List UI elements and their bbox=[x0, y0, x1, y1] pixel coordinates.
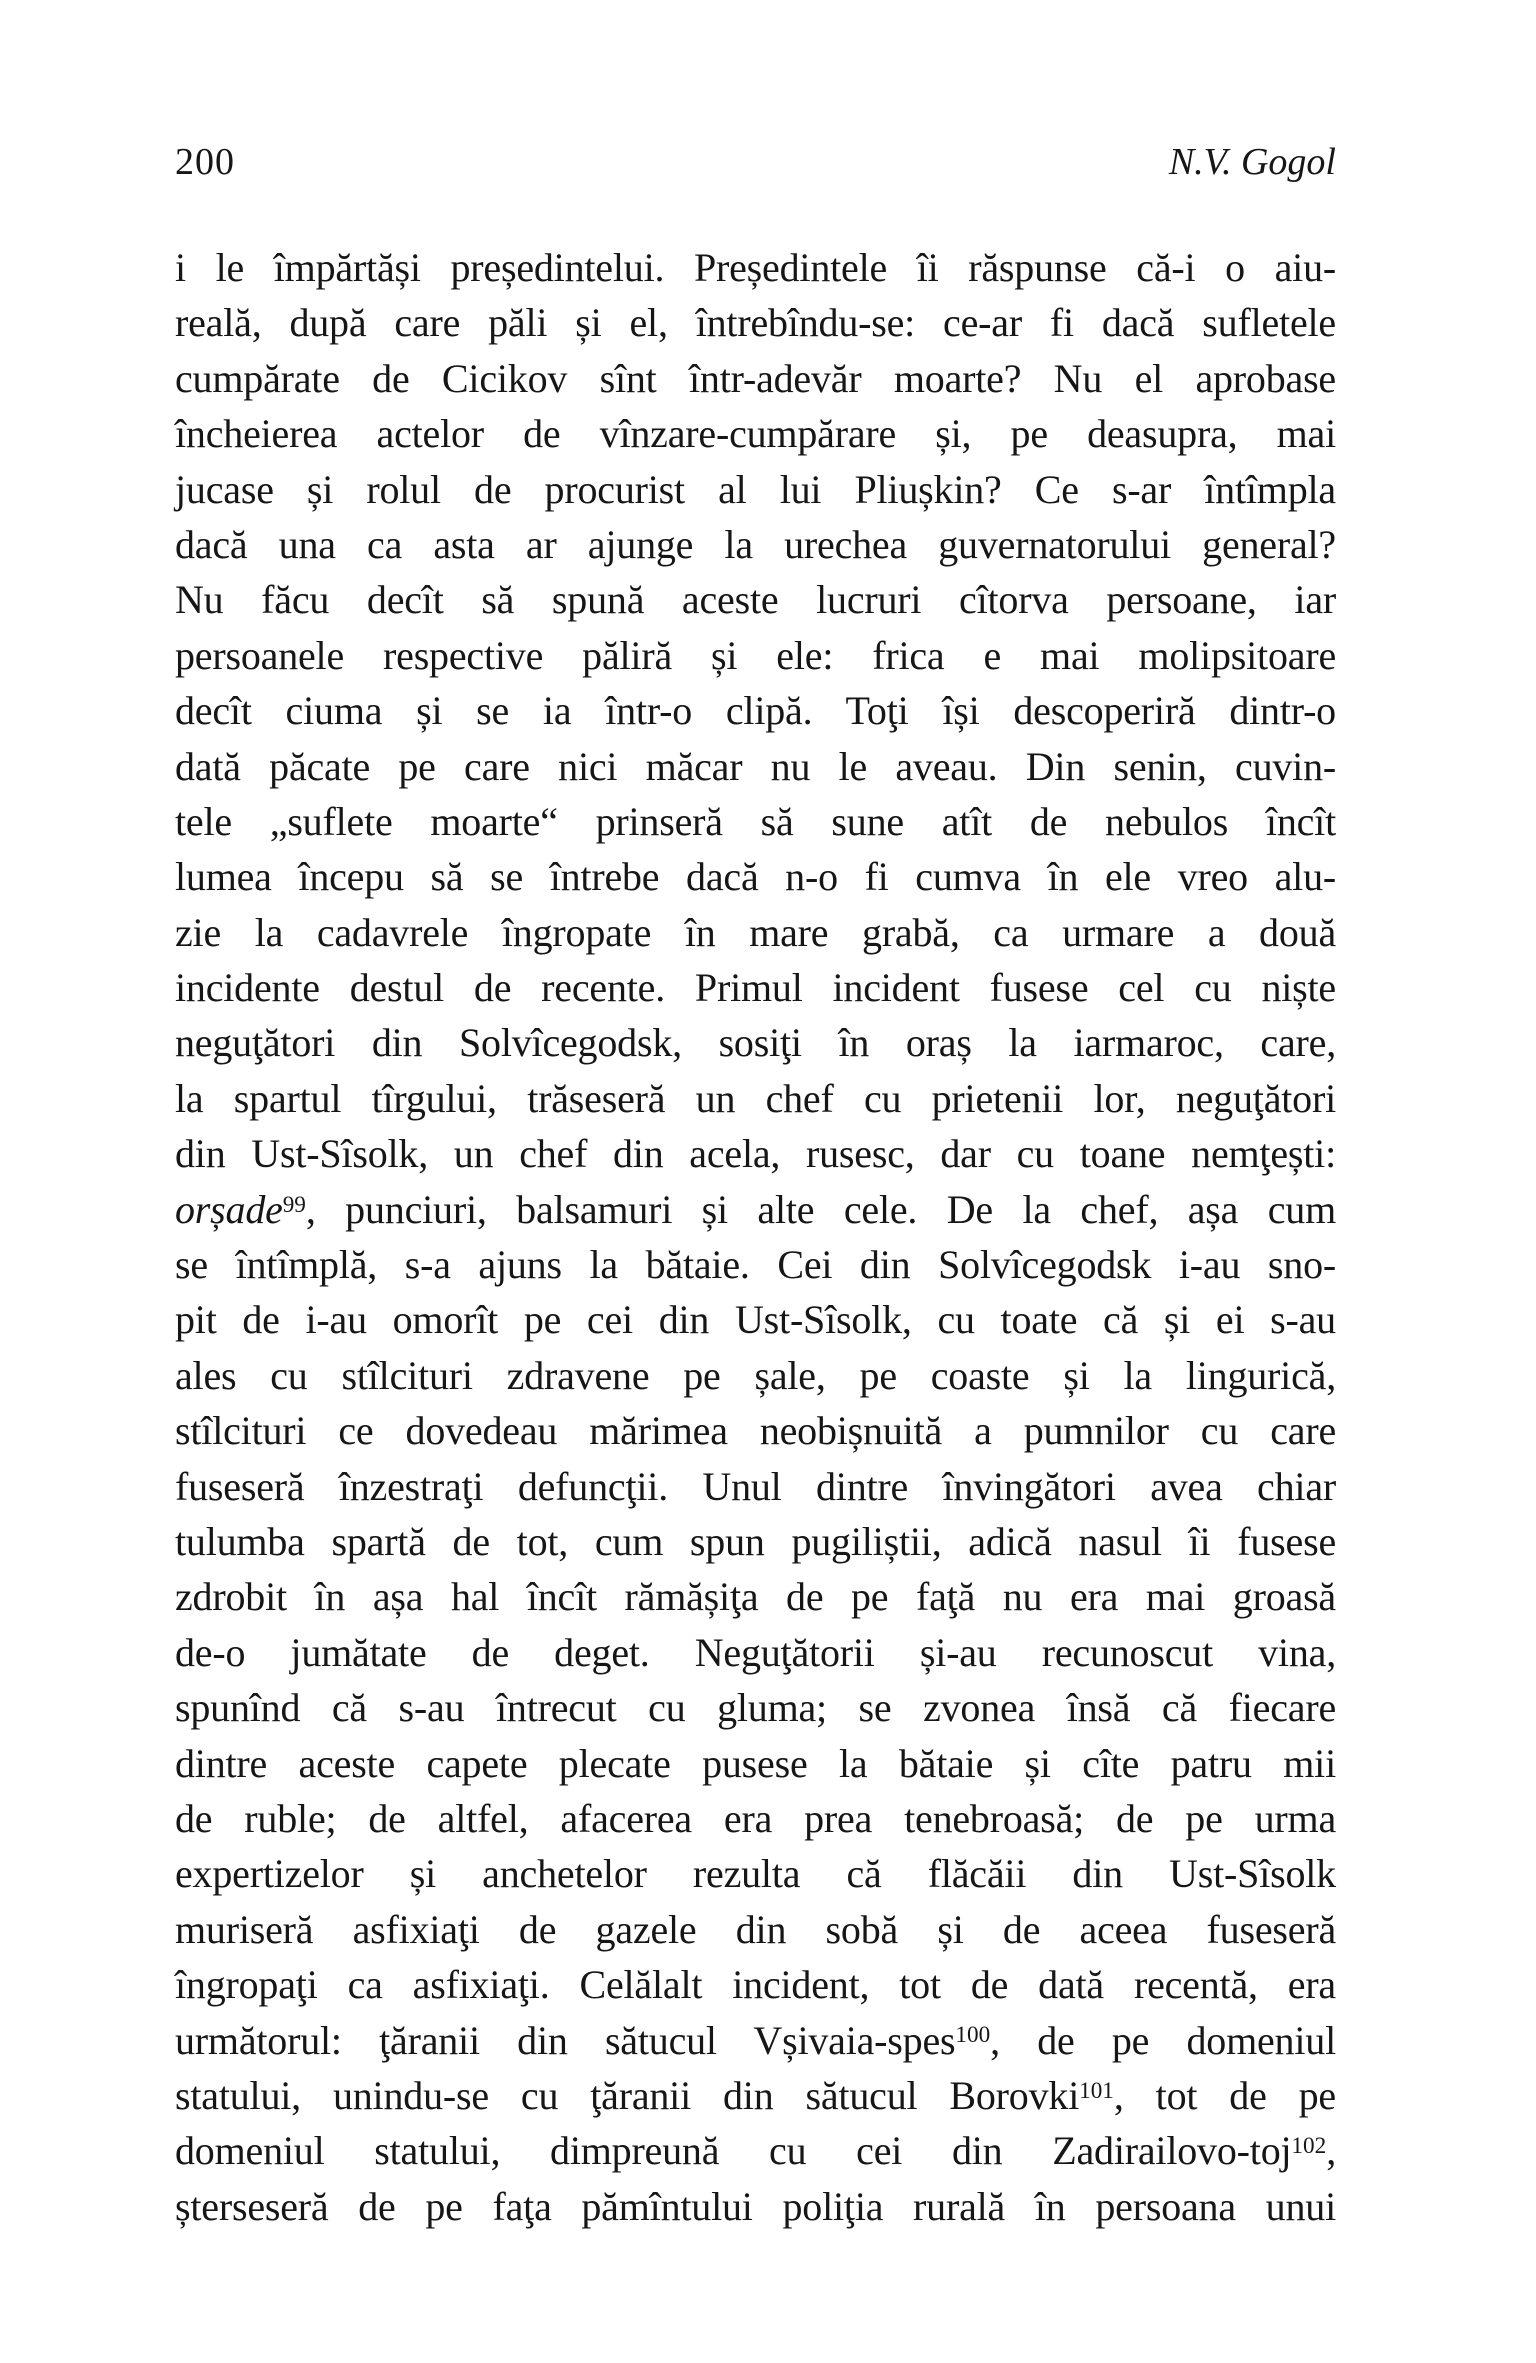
text-segment: la spartul tîrgului, trăseseră un chef cu prietenii lor, neguţători bbox=[175, 1075, 1336, 1121]
text-line bbox=[175, 2123, 1336, 2178]
text-line bbox=[175, 1957, 1336, 2012]
text-segment: i le împărtăși președintelui. Președintele îi răspunse că-i o aiu- bbox=[175, 245, 1336, 290]
text-line bbox=[175, 1237, 1336, 1292]
text-line bbox=[175, 1736, 1336, 1791]
text-segment: jucase și rolul de procurist al lui Pliușkin? Ce s-ar întîmpla bbox=[175, 466, 1336, 512]
text-line bbox=[175, 2068, 1336, 2123]
text-segment: tulumba spartă de tot, cum spun pugiliștii, adică nasul îi fusese bbox=[175, 1518, 1336, 1564]
text-segment: ales cu stîlcituri zdravene pe șale, pe coaste și la lingurică, bbox=[175, 1352, 1336, 1398]
text-line bbox=[175, 739, 1336, 794]
text-segment: decît ciuma și se ia într-o clipă. Toţi își descoperiră dintr-o bbox=[175, 688, 1336, 734]
text-line bbox=[175, 240, 1336, 295]
text-line bbox=[175, 628, 1336, 683]
text-line bbox=[175, 1791, 1336, 1846]
text-line bbox=[175, 1071, 1336, 1126]
text-line bbox=[175, 1403, 1336, 1458]
text-line bbox=[175, 2013, 1336, 2068]
text-line bbox=[175, 1569, 1336, 1624]
text-line bbox=[175, 794, 1336, 849]
text-line bbox=[175, 1846, 1336, 1901]
text-line bbox=[175, 1902, 1336, 1957]
text-line bbox=[175, 517, 1336, 572]
text-segment: se întîmplă, s-a ajuns la bătaie. Cei din Solvîcegodsk i-au sno- bbox=[175, 1242, 1336, 1288]
text-segment: fuseseră înzestraţi defuncţii. Unul dintre învingători avea chiar bbox=[175, 1463, 1336, 1509]
running-header bbox=[175, 142, 1336, 184]
text-segment: șterseseră de pe faţa pămîntului poliţia rurală în persoana unui bbox=[175, 2183, 1336, 2229]
text-segment: zie la cadavrele îngropate în mare grabă, ca urmare a două bbox=[175, 909, 1336, 955]
footnote-ref: 101 bbox=[1079, 2077, 1114, 2104]
text-line bbox=[175, 1680, 1336, 1735]
text-line bbox=[175, 351, 1336, 406]
text-segment: dată păcate pe care nici măcar nu le aveau. Din senin, cuvin- bbox=[175, 743, 1336, 789]
footnote-ref: 99 bbox=[282, 1191, 306, 1218]
text-line bbox=[175, 1625, 1336, 1680]
text-segment: , tot de pe bbox=[1113, 2072, 1336, 2118]
text-segment: statului, unindu-se cu ţăranii din sătucul Borovki bbox=[175, 2072, 1080, 2118]
text-segment: domeniul statului, dimpreună cu cei din Zadirailovo-toj bbox=[175, 2128, 1292, 2174]
text-line bbox=[175, 1182, 1336, 1237]
text-segment: zdrobit în așa hal încît rămășiţa de pe faţă nu era mai groasă bbox=[175, 1574, 1336, 1620]
text-segment: îngropaţi ca asfixiaţi. Celălalt incident, tot de dată recentă, era bbox=[175, 1962, 1336, 2008]
text-segment: dintre aceste capete plecate pusese la bătaie și cîte patru mii bbox=[175, 1740, 1336, 1786]
text-segment: încheierea actelor de vînzare-cumpărare și, pe deasupra, mai bbox=[175, 411, 1336, 457]
text-segment: stîlcituri ce dovedeau mărimea neobișnuită a pumnilor cu care bbox=[175, 1408, 1336, 1454]
page-number: 200 bbox=[175, 141, 235, 183]
text-line bbox=[175, 295, 1336, 350]
text-segment: reală, după care păli și el, întrebîndu-se: ce-ar fi dacă sufletele bbox=[175, 300, 1336, 346]
text-line bbox=[175, 683, 1336, 738]
text-line bbox=[175, 2179, 1336, 2234]
text-segment: de ruble; de altfel, afacerea era prea tenebroasă; de pe urma bbox=[175, 1795, 1336, 1841]
text-segment: Nu făcu decît să spună aceste lucruri cîtorva persoane, iar bbox=[175, 577, 1336, 623]
text-segment: persoanele respective păliră și ele: frica e mai molipsitoare bbox=[175, 632, 1336, 678]
text-segment: neguţători din Solvîcegodsk, sosiţi în oraș la iarmaroc, care, bbox=[175, 1020, 1336, 1066]
text-segment: , punciuri, balsamuri și alte cele. De la chef, așa cum bbox=[305, 1186, 1336, 1232]
text-segment: dacă una ca asta ar ajunge la urechea guvernatorului general? bbox=[175, 521, 1336, 567]
text-line bbox=[175, 849, 1336, 904]
text-line bbox=[175, 1348, 1336, 1403]
text-line bbox=[175, 1459, 1336, 1514]
text-line bbox=[175, 406, 1336, 461]
text-segment: de-o jumătate de deget. Neguţătorii și-au recunoscut vina, bbox=[175, 1629, 1336, 1675]
text-segment: cumpărate de Cicikov sînt într-adevăr moarte? Nu el aprobase bbox=[175, 355, 1336, 401]
text-segment: , de pe domeniul bbox=[990, 2017, 1336, 2063]
text-segment: următorul: ţăranii din sătucul Vșivaia-spes bbox=[175, 2017, 956, 2063]
text-segment: din Ust-Sîsolk, un chef din acela, rusesc, dar cu toane nemţești: bbox=[175, 1131, 1336, 1177]
text-segment: pit de i-au omorît pe cei din Ust-Sîsolk, cu toate că și ei s-au bbox=[175, 1297, 1336, 1343]
emphasized-term: orșade bbox=[175, 1186, 283, 1232]
text-segment: muriseră asfixiaţi de gazele din sobă și de aceea fuseseră bbox=[175, 1906, 1336, 1952]
text-line bbox=[175, 1514, 1336, 1569]
text-segment: spunînd că s-au întrecut cu gluma; se zvonea însă că fiecare bbox=[175, 1685, 1336, 1731]
body-text bbox=[175, 240, 1336, 2234]
text-segment: tele „suflete moarte“ prinseră să sune atît de nebulos încît bbox=[175, 798, 1336, 844]
footnote-ref: 102 bbox=[1291, 2133, 1327, 2160]
text-segment: , bbox=[1326, 2128, 1336, 2174]
text-segment: expertizelor și anchetelor rezulta că flăcăii din Ust-Sîsolk bbox=[175, 1851, 1336, 1897]
text-line bbox=[175, 572, 1336, 627]
text-line bbox=[175, 1126, 1336, 1181]
text-segment: incidente destul de recente. Primul incident fusese cel cu niște bbox=[175, 965, 1336, 1011]
text-line bbox=[175, 905, 1336, 960]
text-line bbox=[175, 960, 1336, 1015]
running-head-author: N.V. Gogol bbox=[1168, 141, 1336, 183]
text-line bbox=[175, 1015, 1336, 1070]
text-line bbox=[175, 1292, 1336, 1347]
text-segment: lumea începu să se întrebe dacă n-o fi cumva în ele vreo alu- bbox=[175, 854, 1336, 900]
footnote-ref: 100 bbox=[955, 2022, 991, 2049]
text-line bbox=[175, 462, 1336, 517]
